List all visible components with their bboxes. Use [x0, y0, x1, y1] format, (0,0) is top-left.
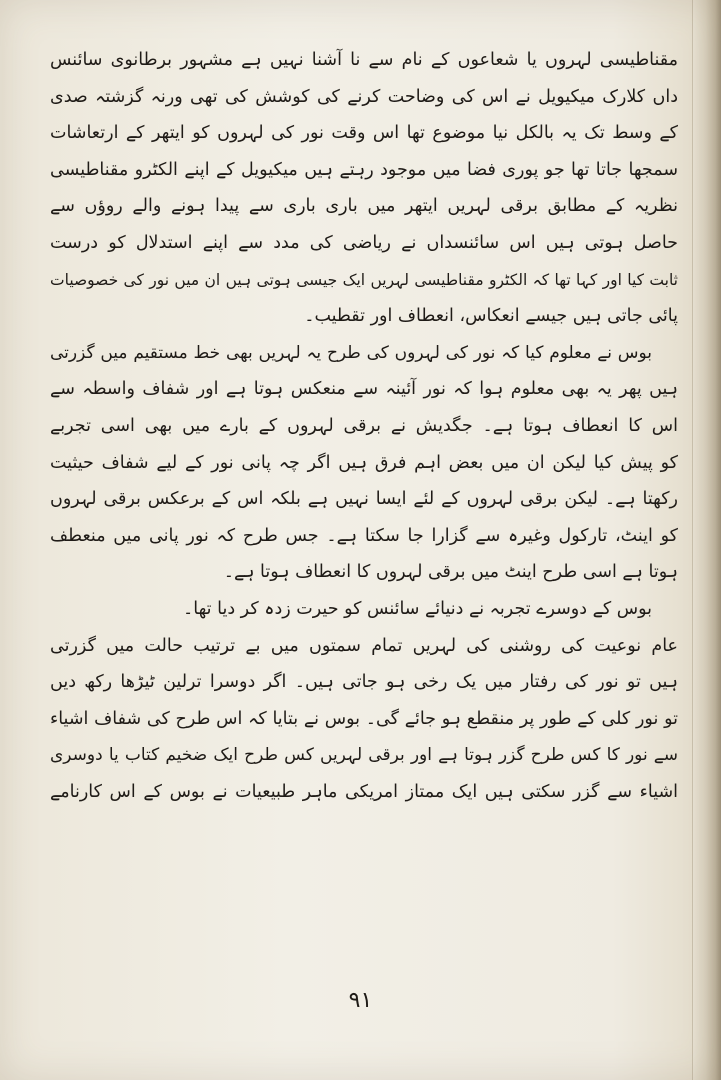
text-line: ثابت کیا اور کہا تھا کہ الکٹرو مقناطیسی لہریں ایک جیسی ہوتی ہیں ان میں نور کی خصوصیات — [50, 270, 678, 289]
text-line: کے وسط تک یہ بالکل نیا موضوع تھا اس وقت نور کی لہروں کو ایتھر کے ارتعاشات — [50, 123, 678, 144]
text-line: سمجھا جاتا تھا جو پوری فضا میں موجود رہتے ہیں میکیویل کے اپنے الکٹرو مقناطیسی — [50, 159, 678, 180]
text-line: اشیاء سے گزر سکتی ہیں ایک ممتاز امریکی ماہر طبیعیات نے بوس کے اس کارنامے — [50, 781, 678, 802]
text-line: بوس نے معلوم کیا کہ نور کی لہروں کی طرح یہ لہریں بھی خط مستقیم میں گزرتی — [50, 342, 652, 363]
text-line: عام نوعیت کی روشنی کی لہریں تمام سمتوں میں بے ترتیب حالت میں گزرتی — [50, 635, 678, 656]
text-line: کو پیش کیا لیکن ان میں بعض اہم فرق ہیں اگر چہ پانی نور کے لیے شفاف حیثیت — [50, 452, 678, 473]
text-line: کو اینٹ، تارکول وغیرہ سے گزارا جا سکتا ہے۔ جس طرح کہ نور پانی میں منعطف — [50, 525, 678, 546]
text-line: تو نور کلی کے طور پر منقطع ہو جائے گی۔ بوس نے بتایا کہ اس طرح کی شفاف اشیاء — [50, 708, 678, 729]
text-line: رکھتا ہے۔ لیکن برقی لہروں کے لئے ایسا نہیں ہے بلکہ اس کے برعکس برقی لہروں — [50, 489, 678, 510]
text-line: نظریہ کے مطابق برقی لہریں ایتھر میں باری باری سے پیدا ہونے والے روؤں سے — [50, 196, 678, 217]
text-line: اس کا انعطاف ہوتا ہے۔ جگدیش نے برقی لہروں کے بارے میں بھی اسی تجربے — [50, 415, 678, 436]
text-line: حاصل ہوتی ہیں اس سائنسداں نے ریاضی کی مدد سے اپنے استدلال کو درست — [50, 232, 678, 253]
text-line: ہوتا ہے اسی طرح اینٹ میں برقی لہروں کا انعطاف ہوتا ہے۔ — [223, 562, 678, 583]
text-line: سے نور کا کس طرح گزر ہوتا ہے اور برقی لہریں کس طرح ایک ضخیم کتاب یا دوسری — [50, 745, 678, 766]
text-line: ہیں تو نور کی رفتار میں یک رخی ہو جاتی ہیں۔ اگر دوسرا ترلین ٹیڑھا رکھ دیں — [50, 672, 678, 693]
page-edge — [692, 0, 721, 1080]
text-line: پائی جاتی ہیں جیسے انعکاس، انعطاف اور تقطیب۔ — [304, 306, 678, 327]
body-text — [50, 42, 678, 810]
text-line: ہیں پھر یہ بھی معلوم ہوا کہ نور آئینہ سے منعکس ہوتا ہے اور شفاف واسطہ سے — [50, 379, 678, 400]
text-line: بوس کے دوسرے تجربہ نے دنیائے سائنس کو حیرت زدہ کر دیا تھا۔ — [183, 598, 652, 619]
page-number: ۹۱ — [348, 988, 373, 1013]
text-line: داں کلارک میکیویل نے اس کی وضاحت کرنے کی کوشش کی تھی ورنہ گزشتہ صدی — [50, 86, 678, 107]
text-line: مقناطیسی لہروں یا شعاعوں کے نام سے نا آشنا نہیں ہے مشہور برطانوی سائنس — [50, 50, 678, 70]
